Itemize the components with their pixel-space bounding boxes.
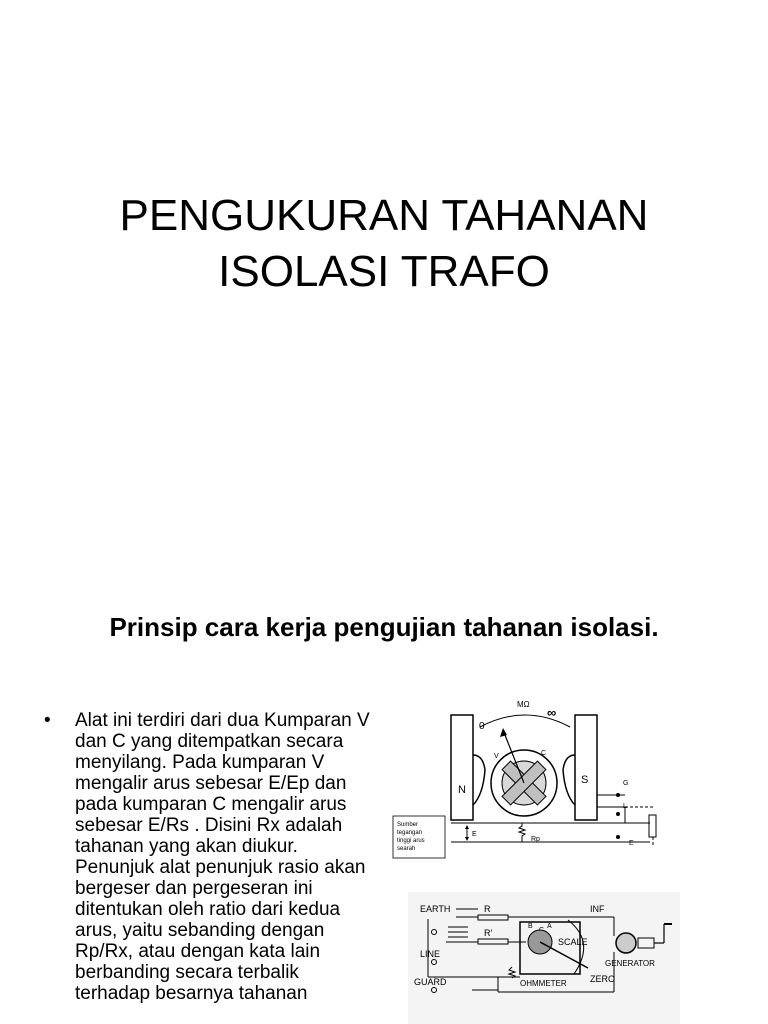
ohmmeter-label: OHMMETER (520, 979, 567, 988)
source-label-line-2: tegangan (397, 830, 423, 836)
source-label-line-1: Sumber (397, 822, 419, 828)
pole-n-block (451, 715, 473, 820)
bullet-dot: • (44, 710, 51, 731)
zero-label: ZERO (590, 974, 616, 984)
scale-infinity: ∞ (547, 705, 557, 720)
guard-label: GUARD (414, 977, 447, 987)
slide-title (0, 188, 768, 300)
title-line-2: ISOLASI TRAFO (218, 247, 550, 296)
ohmmeter-schematic (408, 892, 680, 1024)
bullet-text: Alat ini terdiri dari dua Kumparan V dan C yang ditempatkan secara menyilang. Pada kumparan V mengalir arus sebesar E/Ep dan pada kumparan C mengalir arus sebesar E/Rs . Disini Rx adalah tahanan yang akan diukur. Penunjuk alat penunjuk rasio akan bergeser dan pergeseran ini ditentukan oleh ratio dari kedua arus, yaitu sebanding dengan Rp/Rx, atau dengan kata lain berbanding secara terbalik terhadap besarnya tahanan (75, 710, 370, 1004)
coil-v-label: V (494, 753, 499, 760)
scale-label: SCALE (558, 937, 588, 947)
a-label: A (547, 923, 552, 930)
coil-c-label: C (541, 750, 547, 757)
pole-s-label: S (581, 774, 589, 786)
section-heading: Prinsip cara kerja pengujian tahanan isolasi. (109, 612, 659, 642)
pole-s-block (575, 715, 597, 820)
megger-principle-diagram (385, 695, 675, 865)
unit-label: MΩ (517, 700, 530, 709)
earth-label: EARTH (420, 904, 451, 914)
terminal-l: L (623, 803, 627, 810)
source-label-line-4: searah (397, 846, 416, 852)
generator-label: GENERATOR (605, 959, 655, 968)
terminal-e: E (629, 840, 634, 847)
source-e-label: E (472, 831, 477, 838)
terminal-g: G (623, 780, 629, 787)
source-label-line-3: tinggi arus (397, 838, 425, 844)
line-label: LINE (420, 949, 441, 959)
rp-label: Rp (531, 836, 540, 843)
r-prime-label: R' (484, 928, 493, 938)
scale-zero: 0 (479, 721, 485, 732)
inf-label: INF (590, 904, 605, 914)
r-label: R (484, 904, 491, 914)
b-label: B (528, 923, 533, 930)
pole-n-label: N (458, 784, 466, 796)
title-line-1: PENGUKURAN TAHANAN (119, 191, 649, 240)
